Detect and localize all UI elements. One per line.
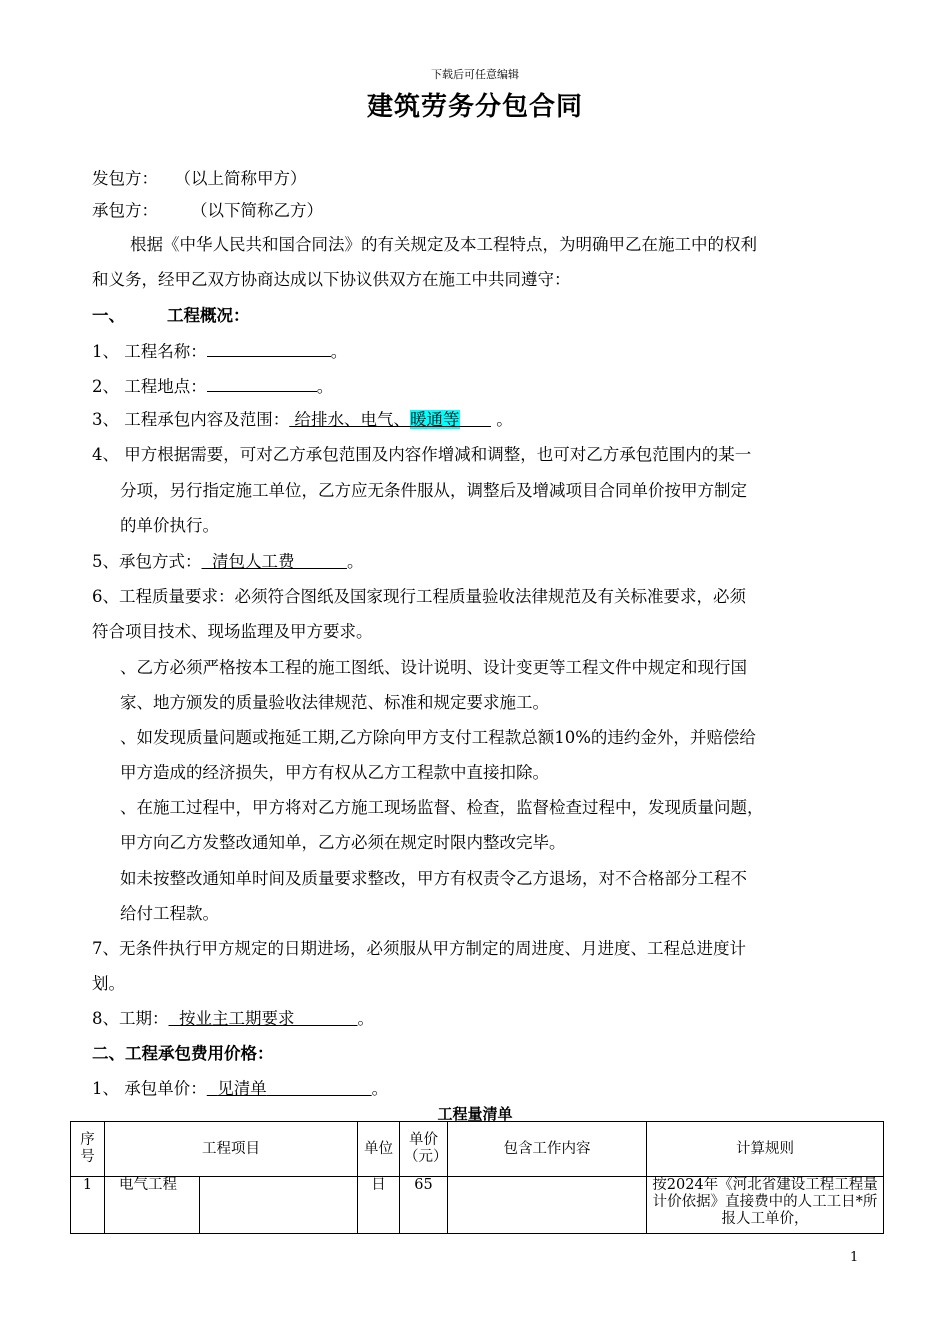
table-header-row	[71, 1122, 884, 1177]
document-title: 建筑劳务分包合同	[366, 92, 583, 122]
item-7-line-1: 7、无条件执行甲方规定的日期进场，必须服从甲方制定的周进度、月进度、工程总进度计	[92, 939, 746, 958]
page-number: 1	[850, 1250, 859, 1265]
project-name-blank	[207, 340, 331, 357]
item-5-label: 5、承包方式：	[92, 552, 202, 571]
section-1-title: 工程概况：	[167, 306, 250, 325]
cell-rule: 按2024年《河北省建设工程工程量计价依据》直接费中的人工工日*所报人工单价，	[647, 1177, 884, 1234]
price-value: 见清单	[217, 1079, 267, 1098]
cell-seq: 1	[71, 1177, 105, 1234]
cell-price: 65	[400, 1177, 448, 1234]
party-b-line: 承包方： （以下简称乙方）	[92, 201, 323, 220]
sub-3-line-1: 、在施工过程中，甲方将对乙方施工现场监督、检查，监督检查过程中，发现质量问题，	[120, 798, 764, 817]
sub-1-line-1: 、乙方必须严格按本工程的施工图纸、设计说明、设计变更等工程文件中规定和现行国	[120, 658, 747, 677]
price-label: 1、 承包单价：	[92, 1079, 207, 1098]
item-8-line: 8、工期： 按业主工期要求 。	[92, 1009, 374, 1028]
item-8-value: 按业主工期要求	[179, 1009, 295, 1028]
item-5-value: 清包人工费	[212, 552, 295, 571]
item-4-line-3: 的单价执行。	[120, 516, 219, 535]
header-item: 工程项目	[105, 1122, 358, 1177]
section-1-number: 一、	[92, 306, 125, 325]
header-price: 单价（元）	[400, 1122, 448, 1177]
section-2-heading: 二、工程承包费用价格：	[92, 1044, 274, 1063]
highlighted-text: 暖通等	[410, 410, 460, 429]
sub-1-line-2: 家、地方颁发的质量验收法律规范、标准和规定要求施工。	[120, 693, 549, 712]
item-3-line: 3、 工程承包内容及范围： 给排水、电气、暖通等 。	[92, 410, 513, 429]
sub-4-line-2: 给付工程款。	[120, 904, 219, 923]
sub-4-line-1: 如未按整改通知单时间及质量要求整改，甲方有权责令乙方退场，对不合格部分工程不	[120, 869, 747, 888]
sub-2-line-1: 、如发现质量问题或拖延工期,乙方除向甲方支付工程款总额10%的违约金外，并赔偿给	[120, 728, 756, 747]
header-unit: 单位	[358, 1122, 400, 1177]
item-3-label: 3、 工程承包内容及范围：	[92, 410, 290, 429]
table-row	[71, 1177, 884, 1234]
item-2-label: 2、 工程地点：	[92, 377, 207, 396]
header-content: 包含工作内容	[448, 1122, 647, 1177]
item-6-line-1: 6、工程质量要求：必须符合图纸及国家现行工程质量验收法律规范及有关标准要求，必须	[92, 587, 746, 606]
price-line: 1、 承包单价： 见清单 。	[92, 1079, 389, 1098]
item-1-line: 1、 工程名称： 。	[92, 342, 348, 361]
cell-unit: 日	[358, 1177, 400, 1234]
item-1-label: 1、 工程名称：	[92, 342, 207, 361]
item-7-line-2: 划。	[92, 974, 125, 993]
sub-3-line-2: 甲方向乙方发整改通知单，乙方必须在规定时限内整改完毕。	[120, 833, 566, 852]
intro-line-2: 和义务，经甲乙双方协商达成以下协议供双方在施工中共同遵守：	[92, 270, 571, 289]
item-6-line-2: 符合项目技术、现场监理及甲方要求。	[92, 622, 373, 641]
cell-item-b	[200, 1177, 358, 1234]
cell-content	[448, 1177, 647, 1234]
header-seq: 序号	[71, 1122, 105, 1177]
item-8-label: 8、工期：	[92, 1009, 169, 1028]
cell-item-a: 电气工程	[105, 1177, 200, 1234]
item-5-line: 5、承包方式： 清包人工费 。	[92, 552, 364, 571]
section-1-heading	[92, 305, 250, 327]
item-3-value: 给排水、电气、暖通等	[294, 410, 460, 429]
header-note: 下载后可任意编辑	[431, 68, 519, 81]
project-location-blank	[207, 375, 317, 392]
header-rule: 计算规则	[647, 1122, 884, 1177]
item-4-line-2: 分项，另行指定施工单位，乙方应无条件服从，调整后及增减项目合同单价按甲方制定	[120, 481, 747, 500]
quantity-table	[70, 1121, 884, 1234]
item-4-line-1: 4、 甲方根据需要，可对乙方承包范围及内容作增减和调整，也可对乙方承包范围内的某一	[92, 445, 752, 464]
table-title: 工程量清单	[437, 1105, 513, 1123]
item-2-line: 2、 工程地点： 。	[92, 377, 334, 396]
sub-2-line-2: 甲方造成的经济损失，甲方有权从乙方工程款中直接扣除。	[120, 763, 549, 782]
intro-line-1: 根据《中华人民共和国合同法》的有关规定及本工程特点，为明确甲乙在施工中的权利	[130, 235, 757, 254]
party-a-line: 发包方： （以上简称甲方）	[92, 169, 307, 188]
